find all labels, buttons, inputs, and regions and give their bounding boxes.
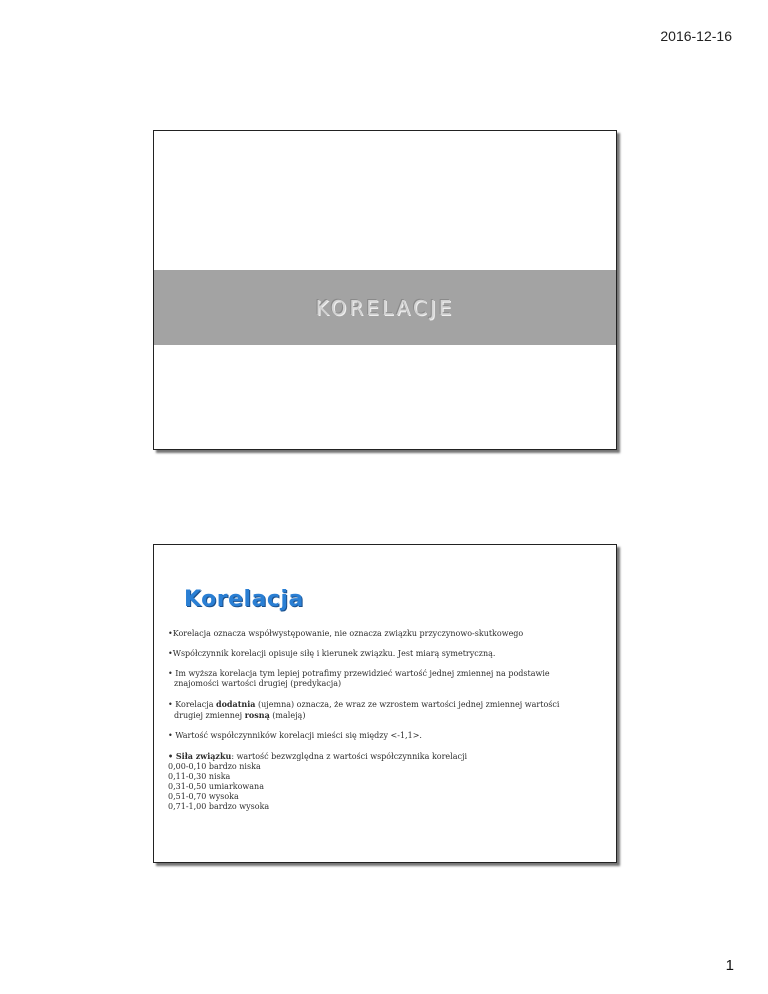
paragraph-range: • Wartość współczynników korelacji mieści się między <-1,1>. — [168, 731, 422, 740]
slide-1 — [153, 130, 617, 450]
bold-term-dodatnia: dodatnia — [216, 699, 256, 709]
paragraph-prediction — [168, 669, 602, 689]
paragraph-positive-correlation — [168, 699, 602, 721]
prediction-line-1: • Im wyższa korelacja tym lepiej potrafimy przewidzieć wartość jednej zmiennej na podstawie — [168, 669, 550, 678]
slide-heading: Korelacja — [184, 587, 304, 612]
text-segment: drugiej zmiennej — [174, 711, 245, 720]
text-segment: • Korelacja — [168, 700, 216, 709]
prediction-line-2: znajomości wartości drugiej (predykacja) — [174, 679, 342, 688]
bold-term-sila: • Siła związku — [168, 751, 232, 761]
text-segment: (maleją) — [269, 711, 306, 720]
paragraph-correlation-meaning: •Korelacja oznacza współwystępowanie, nie oznacza związku przyczynowo-skutkowego — [168, 629, 524, 638]
bold-term-rosna: rosną — [244, 710, 270, 720]
text-segment: (ujemna) oznacza, że wraz ze wzrostem wartości jednej zmiennej wartości — [255, 700, 560, 709]
strength-section — [168, 751, 602, 812]
text-segment: : wartość bezwzględna z wartości współczynnika korelacji — [231, 752, 468, 761]
page-date: 2016-12-16 — [660, 28, 732, 44]
title-band — [154, 270, 616, 345]
slide-2 — [153, 544, 617, 863]
slide-body — [168, 629, 602, 812]
strength-level: 0,11-0,30 niska — [168, 772, 231, 781]
strength-intro — [168, 751, 602, 762]
strength-level: 0,31-0,50 umiarkowana — [168, 782, 264, 791]
slide-title: KORELACJE — [315, 295, 455, 320]
strength-level: 0,00-0,10 bardzo niska — [168, 762, 261, 771]
strength-level: 0,51-0,70 wysoka — [168, 792, 239, 801]
paragraph-coefficient: •Współczynnik korelacji opisuje siłę i kierunek związku. Jest miarą symetryczną. — [168, 649, 496, 658]
page-number: 1 — [725, 957, 734, 974]
strength-level: 0,71-1,00 bardzo wysoka — [168, 802, 270, 811]
